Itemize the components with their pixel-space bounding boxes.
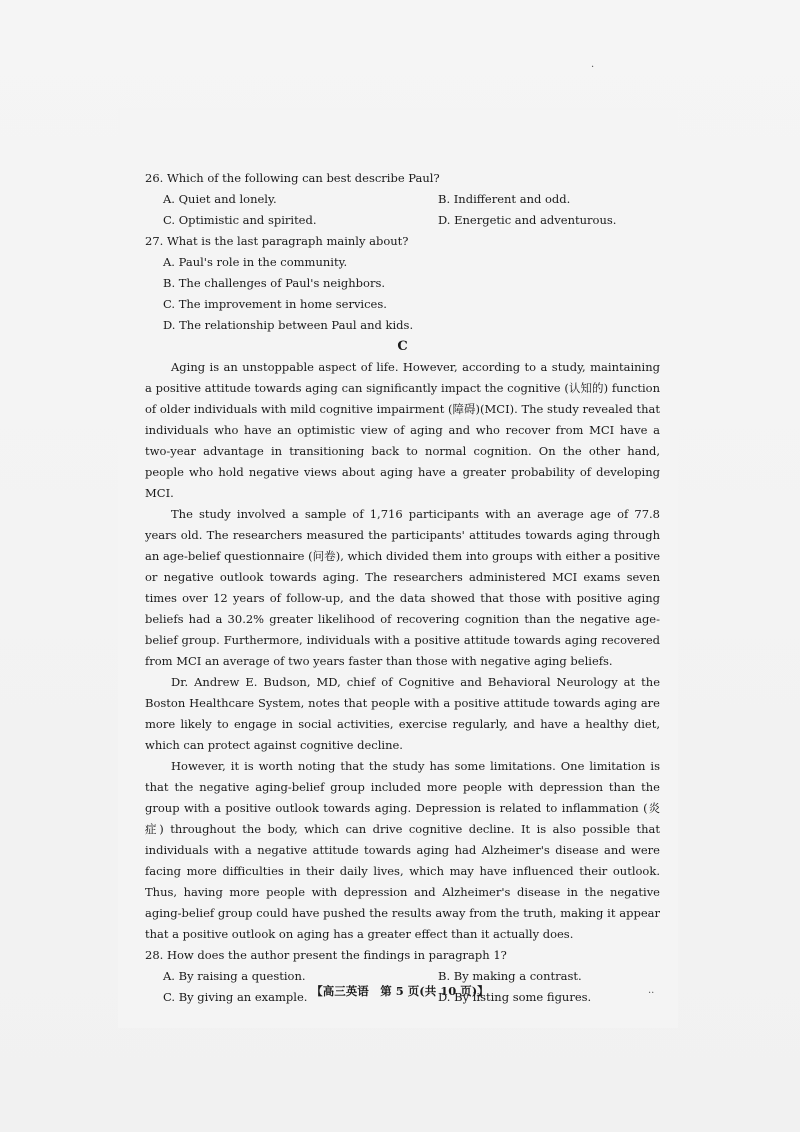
option-27-c[interactable]: C. The improvement in home services. <box>163 297 387 311</box>
question-28-stem: 28. How does the author present the findings in paragraph 1? <box>145 948 507 962</box>
option-27-a[interactable]: A. Paul's role in the community. <box>163 255 348 269</box>
option-28-c[interactable]: C. By giving an example. <box>163 990 308 1004</box>
question-26-options <box>145 189 660 231</box>
option-26-c[interactable]: C. Optimistic and spirited. <box>163 213 317 227</box>
scan-speck: .. <box>648 985 655 996</box>
page-footer: 【高三英语 第 5 页(共 10 页)】 <box>311 984 489 998</box>
option-26-d[interactable]: D. Energetic and adventurous. <box>438 213 617 227</box>
exam-content <box>145 168 660 1008</box>
option-27-d[interactable]: D. The relationship between Paul and kids. <box>163 318 414 332</box>
question-27-stem: 27. What is the last paragraph mainly about? <box>145 234 409 248</box>
passage-paragraph: Dr. Andrew E. Budson, MD, chief of Cognitive and Behavioral Neurology at the Boston Healthcare System, notes that people with a positive attitude towards aging are more likely to engage in social activities, exercise regularly, and have a healthy diet, which can protect against cognitive decline. <box>145 675 660 752</box>
option-26-a[interactable]: A. Quiet and lonely. <box>163 192 277 206</box>
passage-paragraph: The study involved a sample of 1,716 participants with an average age of 77.8 years old. The researchers measured the participants' attitudes towards aging through an age-belief questionnaire (问卷), which divided them into groups with either a positive or negative outlook towards aging. The researchers administered MCI exams seven times over 12 years of follow-up, and the data showed that those with positive aging beliefs had a 30.2% greater likelihood of recovering cognition than the negative age-belief group. Furthermore, individuals with a positive attitude towards aging recovered from MCI an average of two years faster than those with negative aging beliefs. <box>145 507 660 668</box>
question-26-stem: 26. Which of the following can best describe Paul? <box>145 171 440 185</box>
question-26 <box>145 168 660 231</box>
option-28-a[interactable]: A. By raising a question. <box>163 969 306 983</box>
passage-c <box>145 357 660 945</box>
question-27 <box>145 231 660 336</box>
passage-paragraph: Aging is an unstoppable aspect of life. However, according to a study, maintaining a positive attitude towards aging can significantly impact the cognitive (认知的) function of older individuals with mild cognitive impairment (障碍)(MCI). The study revealed that individuals who have an optimistic view of aging and who recover from MCI have a two-year advantage in transitioning back to normal cognition. On the other hand, people who hold negative views about aging have a greater probability of developing MCI. <box>145 360 660 500</box>
option-28-d[interactable]: D. By listing some figures. <box>438 990 592 1004</box>
option-26-b[interactable]: B. Indifferent and odd. <box>438 192 571 206</box>
option-28-b[interactable]: B. By making a contrast. <box>438 969 582 983</box>
scan-speck: · <box>591 62 595 73</box>
option-27-b[interactable]: B. The challenges of Paul's neighbors. <box>163 276 386 290</box>
section-c-title: C <box>397 339 408 354</box>
passage-paragraph: However, it is worth noting that the study has some limitations. One limitation is that the negative aging-belief group included more people with depression than the group with a positive outlook towards aging. Depression is related to inflammation (炎症) throughout the body, which can drive cognitive decline. It is also possible that individuals with a negative attitude towards aging had Alzheimer's disease and were facing more difficulties in their daily lives, which may have influenced their outlook. Thus, having more people with depression and Alzheimer's disease in the negative aging-belief group could have pushed the results away from the truth, making it appear that a positive outlook on aging has a greater effect than it actually does. <box>145 759 660 941</box>
